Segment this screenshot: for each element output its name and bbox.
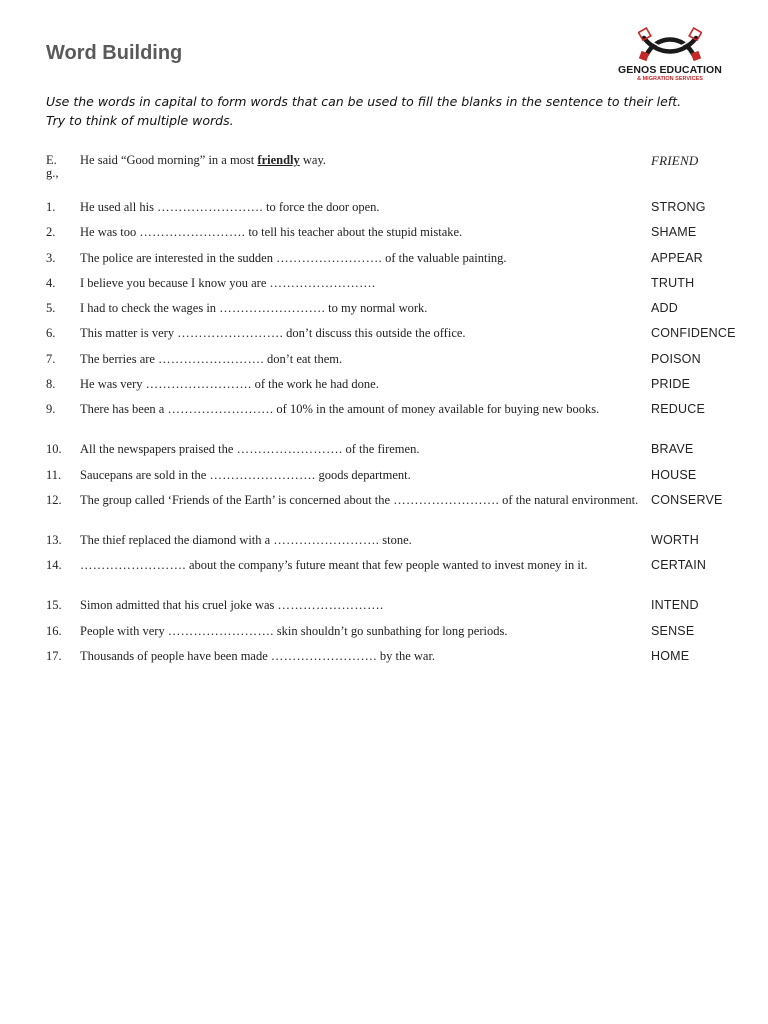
example-number: E. g., <box>46 153 59 180</box>
instructions-line-1: Use the words in capital to form words that can be used to fill the blanks in the sentence to their left. <box>46 94 682 109</box>
base-word: REDUCE <box>651 402 705 417</box>
answer-blank: ……………………. <box>277 598 384 613</box>
answer-blank: ……………………. <box>157 200 263 214</box>
exercise-number: 8. <box>46 377 56 392</box>
answer-blank: ……………………. <box>158 351 264 366</box>
base-word: CONFIDENCE <box>651 326 736 341</box>
exercise-number: 7. <box>46 351 56 366</box>
logo-subtitle: & MIGRATION SERVICES <box>637 76 703 82</box>
exercise-row <box>46 650 746 675</box>
exercise-list <box>46 154 746 675</box>
answer-blank: ……………………. <box>219 301 326 316</box>
page-title: Word Building <box>46 42 183 64</box>
exercise-row <box>46 277 746 302</box>
base-word: HOUSE <box>651 467 697 482</box>
example-base-word: FRIEND <box>651 153 699 168</box>
base-word: TRUTH <box>651 275 695 290</box>
exercise-row <box>46 625 746 650</box>
example-row <box>46 154 746 201</box>
answer-blank: ……………………. <box>273 532 380 547</box>
base-word: POISON <box>651 351 701 366</box>
exercise-row <box>46 252 746 277</box>
exercise-sentence: Saucepans are sold in the ……………………. goods department. <box>80 467 411 482</box>
exercise-sentence: ……………………. about the company’s future meant that few people wanted to invest money in it. <box>80 558 588 573</box>
exercise-row <box>46 302 746 327</box>
exercise-row <box>46 443 746 468</box>
example-sentence: He said “Good morning” in a most friendly way. <box>80 153 327 167</box>
exercise-sentence: He used all his ……………………. to force the door open. <box>80 200 380 214</box>
exercise-row <box>46 201 746 226</box>
exercise-row <box>46 403 746 443</box>
genos-logo <box>608 26 732 86</box>
exercise-row <box>46 353 746 378</box>
answer-blank: ……………………. <box>236 442 343 457</box>
example-answer: friendly <box>257 153 300 167</box>
exercise-number: 1. <box>46 200 56 214</box>
base-word: SHAME <box>651 225 697 240</box>
exercise-sentence: The police are interested in the sudden ……………………. of the valuable painting. <box>80 250 507 265</box>
exercise-sentence: People with very ……………………. skin shouldn’t go sunbathing for long periods. <box>80 623 508 638</box>
answer-blank: ……………………. <box>177 326 284 341</box>
exercise-sentence: The group called ‘Friends of the Earth’ is concerned about the ……………………. of the natural environment. <box>80 492 639 507</box>
exercise-row <box>46 559 746 599</box>
base-word: SENSE <box>651 623 695 638</box>
logo-emblem-icon <box>638 26 702 64</box>
exercise-number: 2. <box>46 225 56 240</box>
answer-blank: ……………………. <box>209 467 316 482</box>
exercise-number: 15. <box>46 598 62 613</box>
exercise-sentence: The thief replaced the diamond with a ……………………. stone. <box>80 532 412 547</box>
base-word: APPEAR <box>651 250 703 265</box>
exercise-row <box>46 327 746 352</box>
base-word: PRIDE <box>651 377 691 392</box>
exercise-sentence: Thousands of people have been made ……………………. by the war. <box>80 648 436 663</box>
exercise-row <box>46 534 746 559</box>
exercise-number: 11. <box>46 467 62 482</box>
answer-blank: ……………………. <box>269 275 376 290</box>
answer-blank: ……………………. <box>393 492 500 507</box>
exercise-sentence: The berries are ……………………. don’t eat them. <box>80 351 343 366</box>
base-word: CONSERVE <box>651 492 723 507</box>
exercise-number: 6. <box>46 326 56 341</box>
exercise-number: 9. <box>46 402 56 417</box>
base-word: BRAVE <box>651 442 694 457</box>
exercise-row <box>46 469 746 494</box>
exercise-number: 17. <box>46 648 62 663</box>
exercise-sentence: Simon admitted that his cruel joke was ……………………. <box>80 598 384 613</box>
answer-blank: ……………………. <box>139 225 246 240</box>
answer-blank: ……………………. <box>167 623 274 638</box>
exercise-number: 10. <box>46 442 62 457</box>
answer-blank: ……………………. <box>167 402 274 417</box>
answer-blank: ……………………. <box>145 377 252 392</box>
instructions-line-2: Try to think of multiple words. <box>46 113 234 128</box>
exercise-row <box>46 378 746 403</box>
base-word: HOME <box>651 648 690 663</box>
exercise-number: 12. <box>46 492 62 507</box>
answer-blank: ……………………. <box>80 558 186 573</box>
exercise-number: 13. <box>46 532 62 547</box>
exercise-sentence: He was very ……………………. of the work he had done. <box>80 377 379 392</box>
exercise-row <box>46 599 746 624</box>
exercise-number: 4. <box>46 275 56 290</box>
exercise-sentence: All the newspapers praised the ……………………. of the firemen. <box>80 442 420 457</box>
instructions <box>46 92 726 130</box>
base-word: INTEND <box>651 598 699 613</box>
base-word: CERTAIN <box>651 558 707 573</box>
exercise-row <box>46 494 746 534</box>
base-word: ADD <box>651 301 678 316</box>
answer-blank: ……………………. <box>270 648 377 663</box>
answer-blank: ……………………. <box>276 250 382 265</box>
exercise-sentence: There has been a ……………………. of 10% in the amount of money available for buying new books. <box>80 402 600 417</box>
exercise-number: 5. <box>46 301 56 316</box>
exercise-sentence: He was too ……………………. to tell his teacher about the stupid mistake. <box>80 225 463 240</box>
base-word: STRONG <box>651 200 706 214</box>
base-word: WORTH <box>651 532 699 547</box>
exercise-number: 14. <box>46 558 62 573</box>
logo-name: GENOS EDUCATION <box>618 64 722 76</box>
exercise-sentence: I had to check the wages in ……………………. to my normal work. <box>80 301 428 316</box>
exercise-row <box>46 226 746 251</box>
exercise-number: 16. <box>46 623 62 638</box>
exercise-number: 3. <box>46 250 56 265</box>
exercise-sentence: This matter is very ……………………. don’t discuss this outside the office. <box>80 326 466 341</box>
exercise-sentence: I believe you because I know you are ……………………. <box>80 275 376 290</box>
